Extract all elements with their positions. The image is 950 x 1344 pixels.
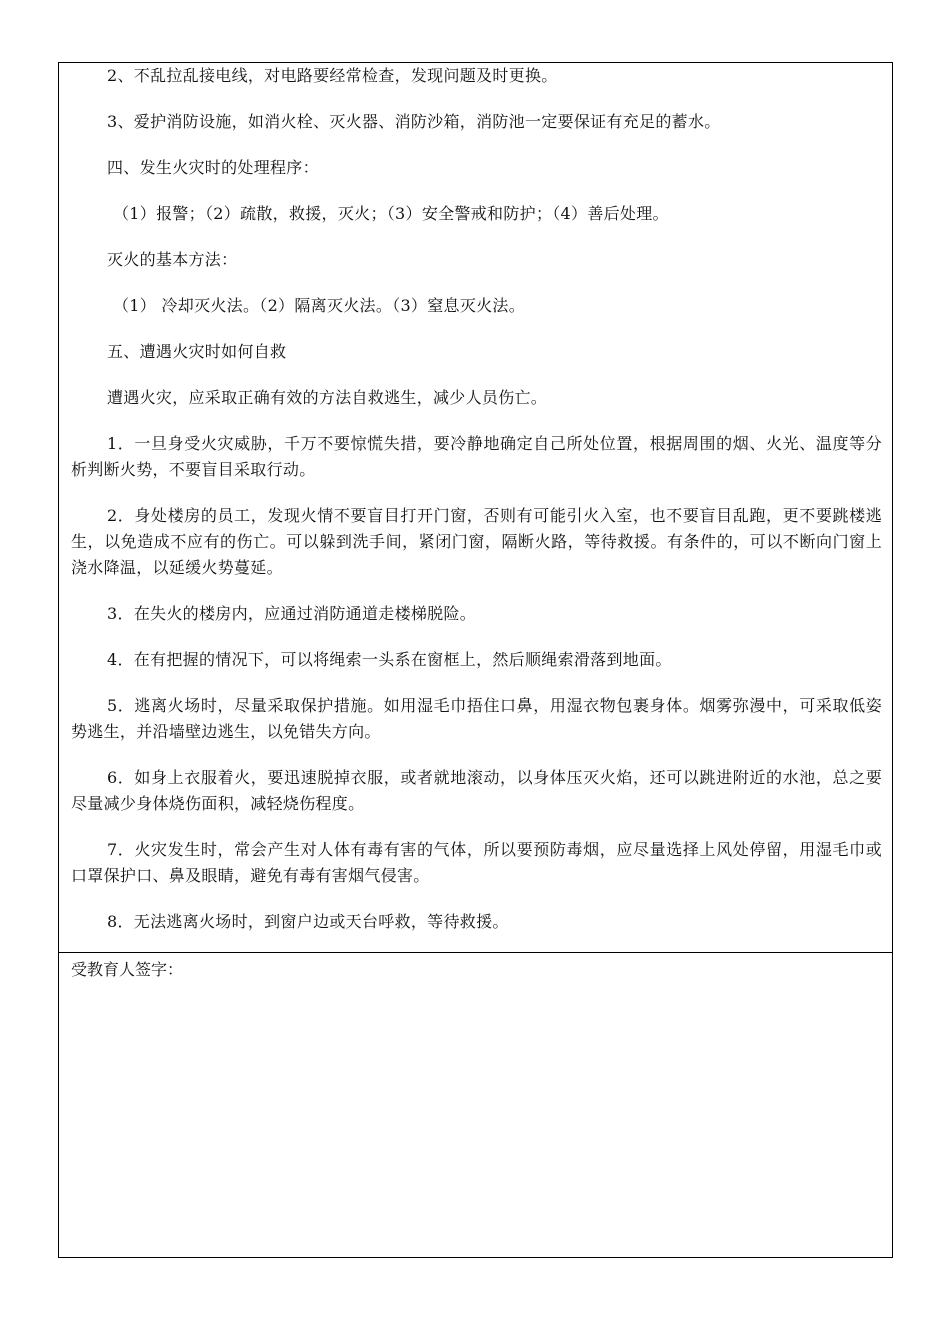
paragraph-extinguish-methods: （1） 冷却灭火法。（2）隔离灭火法。（3）窒息灭火法。	[113, 296, 526, 315]
paragraph-rescue-8: 8．无法逃离火场时，到窗户边或天台呼救，等待救援。	[107, 912, 509, 931]
paragraph-fire-facilities: 3、爱护消防设施，如消火栓、灭火器、消防沙箱，消防池一定要保证有充足的蓄水。	[107, 112, 721, 131]
paragraph-procedure-steps: （1）报警；（2）疏散，救援，灭火；（3）安全警戒和防护；（4）善后处理。	[113, 204, 669, 223]
signature-cell	[59, 954, 892, 1257]
paragraph-rescue-6: 6．如身上衣服着火，要迅速脱掉衣服，或者就地滚动，以身体压灭火焰，还可以跳进附近的水池，总之要尽量减少身体烧伤面积，减轻烧伤程度。	[71, 768, 882, 813]
paragraph-rescue-2: 2．身处楼房的员工，发现火情不要盲目打开门窗，否则有可能引火入室，也不要盲目乱跑，更不要跳楼逃生，以免造成不应有的伤亡。可以躲到洗手间，紧闭门窗，隔断火路，等待救援。有条件的，可以不断向门窗上浇水降温，以延缓火势蔓延。	[71, 506, 882, 577]
paragraph-wiring: 2、不乱拉乱接电线，对电路要经常检查，发现问题及时更换。	[107, 66, 558, 85]
signature-label: 受教育人签字：	[71, 960, 184, 979]
paragraph-self-rescue-intro: 遭遇火灾，应采取正确有效的方法自救逃生，减少人员伤亡。	[107, 388, 548, 407]
heading-self-rescue: 五、遭遇火灾时如何自救	[107, 342, 287, 361]
paragraph-rescue-5: 5．逃离火场时，尽量采取保护措施。如用湿毛巾捂住口鼻，用湿衣物包裹身体。烟雾弥漫中，可采取低姿势逃生，并沿墙壁边逃生，以免错失方向。	[71, 696, 882, 741]
paragraph-rescue-1: 1．一旦身受火灾威胁，千万不要惊慌失措，要冷静地确定自己所处位置，根据周围的烟、火光、温度等分析判断火势，不要盲目采取行动。	[71, 434, 882, 479]
heading-extinguish-methods: 灭火的基本方法：	[107, 250, 238, 269]
paragraph-rescue-4: 4．在有把握的情况下，可以将绳索一头系在窗框上，然后顺绳索滑落到地面。	[107, 650, 672, 669]
content-cell	[59, 63, 892, 952]
heading-fire-procedure: 四、发生火灾时的处理程序：	[107, 158, 319, 177]
table-divider	[59, 952, 892, 953]
document-table	[58, 62, 893, 1258]
paragraph-rescue-3: 3．在失火的楼房内，应通过消防通道走楼梯脱险。	[107, 604, 477, 623]
paragraph-rescue-7: 7．火灾发生时，常会产生对人体有毒有害的气体，所以要预防毒烟，应尽量选择上风处停留，用湿毛巾或口罩保护口、鼻及眼睛，避免有毒有害烟气侵害。	[71, 840, 882, 885]
